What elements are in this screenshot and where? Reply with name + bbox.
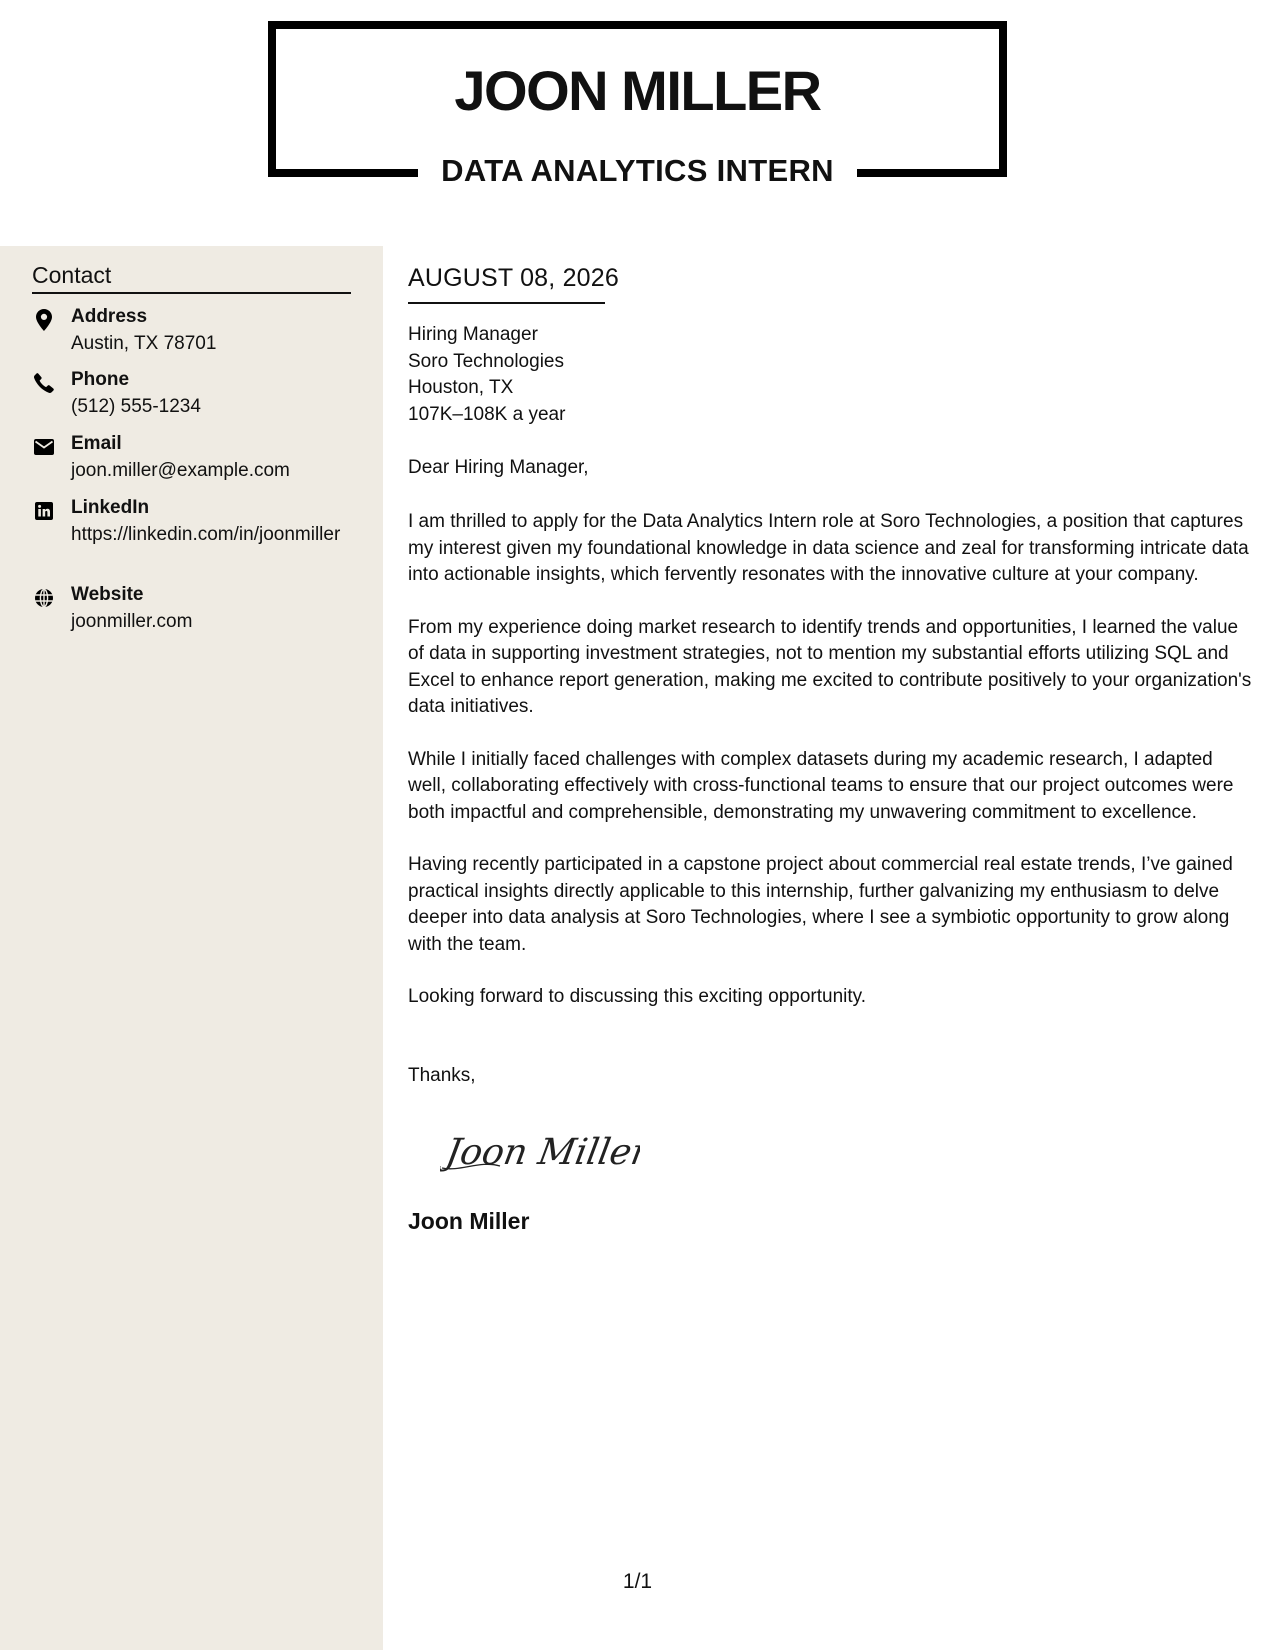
location-pin-icon: [32, 308, 56, 332]
contact-email-label: Email: [71, 433, 122, 454]
body-paragraph: From my experience doing market research to identify trends and opportunities, I learned the value of data in supporting investment strategies, not to mention my substantial efforts utilizing SQL and Excel to enhance report generation, making me excited to contribute positively to your organization's data initiatives.: [408, 616, 1252, 717]
recipient-line: 107K–108K a year: [408, 403, 566, 425]
signer-name: Joon Miller: [408, 1208, 530, 1234]
contact-heading: Contact: [32, 262, 112, 288]
salutation: Dear Hiring Manager,: [408, 457, 589, 478]
closing: Thanks,: [408, 1065, 476, 1086]
applicant-name: JOON MILLER: [454, 59, 821, 122]
contact-email-link[interactable]: joon.miller@example.com: [71, 460, 290, 481]
handwritten-signature: [440, 1120, 640, 1185]
contact-phone-value: (512) 555-1234: [71, 396, 201, 417]
contact-phone-label: Phone: [71, 369, 130, 390]
contact-website-label: Website: [71, 584, 144, 605]
letter-date: AUGUST 08, 2026: [408, 264, 619, 292]
contact-linkedin-link[interactable]: https://linkedin.com/in/joonmiller: [71, 524, 341, 545]
body-paragraph: While I initially faced challenges with complex datasets during my academic research, I adapted well, collaborating effectively with cross-functional teams to ensure that our project outcomes were both impactful and comprehensible, demonstrating my unwavering commitment to excellence.: [408, 748, 1234, 823]
letter-body: [408, 509, 1253, 1037]
contact-address-label: Address: [71, 306, 148, 327]
contact-address-value: Austin, TX 78701: [71, 333, 217, 354]
recipient-line: Soro Technologies: [408, 350, 564, 372]
recipient-line: Houston, TX: [408, 377, 514, 398]
header-frame-bottom-right: [857, 169, 1007, 177]
job-title: DATA ANALYTICS INTERN: [441, 153, 834, 188]
body-paragraph: Looking forward to discussing this exciting opportunity.: [408, 986, 867, 1007]
recipient-block: [408, 322, 565, 428]
page-number: 1/1: [622, 1570, 653, 1593]
envelope-icon: [32, 435, 56, 459]
contact-linkedin-label: LinkedIn: [71, 497, 150, 518]
svg-text:Joon Miller: Joon Miller: [442, 1130, 640, 1173]
globe-icon: [32, 586, 56, 610]
contact-website-link[interactable]: joonmiller.com: [71, 611, 193, 632]
contact-sidebar: [0, 246, 383, 1650]
body-paragraph: I am thrilled to apply for the Data Analytics Intern role at Soro Technologies, a position that captures my interest given my foundational knowledge in data science and zeal for transforming intricate data into actionable insights, which fervently resonates with the innovative culture at your company.: [408, 511, 1249, 585]
linkedin-icon: [32, 499, 56, 523]
contact-divider: [32, 292, 351, 294]
recipient-line: Hiring Manager: [408, 324, 538, 345]
date-underline: [408, 302, 605, 304]
phone-icon: [32, 371, 56, 395]
body-paragraph: Having recently participated in a capstone project about commercial real estate trends, I’ve gained practical insights directly applicable to this internship, further galvanizing my enthusiasm to delve deeper into data analysis at Soro Technologies, where I see a symbiotic opportunity to grow along with the team.: [408, 854, 1233, 955]
header-frame-bottom-left: [268, 169, 418, 177]
